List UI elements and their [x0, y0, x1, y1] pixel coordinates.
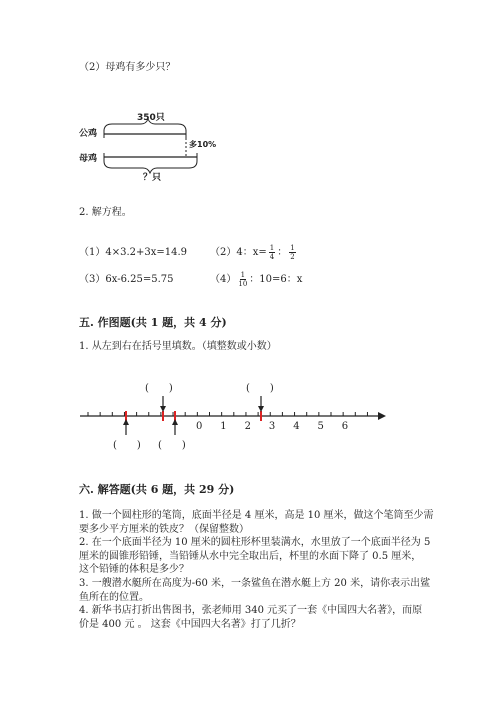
equation-2-fraction-1: $\frac{1}{4}$: [269, 244, 275, 261]
number-line-tick-label: 6: [341, 421, 349, 432]
question-2-text: （2）母鸡有多少只？: [79, 62, 176, 73]
number-line-tick-label: 1: [220, 421, 227, 432]
number-line-tick-label: 0: [196, 421, 203, 432]
hen-label: 母鸡: [79, 154, 98, 164]
section-5-question-1: 1. 从左到右在括号里填数。（填整数或小数）: [79, 341, 277, 352]
equation-1: （1）4×3.2+3x=14.9: [79, 247, 188, 258]
more-percent-label: 多10%: [189, 140, 217, 149]
unknown-label: ？只: [143, 173, 162, 183]
equation-4-suffix: ：10=6：x: [249, 274, 303, 285]
section-6-line: 要多少平方厘米的铁皮？（保留整数）: [79, 523, 249, 535]
section-6-line: 这个铅锤的体积是多少？: [79, 564, 189, 576]
section-6-line: 3. 一艘潜水艇所在高度为-60 米，一条鲨鱼在潜水艇上方 20 米，请你表示出鲨: [79, 578, 431, 589]
section-6-line: 2. 在一个底面半径为 10 厘米的圆柱形杯里装满水，水里放了一个底面半径为 5: [79, 537, 431, 549]
number-line-tick-label: 2: [244, 421, 251, 432]
number-line-tick-label: 4: [293, 421, 300, 432]
number-line-tick-label: 5: [317, 421, 324, 432]
equation-2-prefix: （2）4：x=: [210, 247, 267, 258]
blank-bottom-1[interactable]: ( ): [113, 440, 141, 451]
section-6-line: 1. 做一个圆柱形的笔筒，底面半径是 4 厘米，高是 10 厘米，做这个笔筒至少需: [79, 510, 434, 521]
section-5-heading: 五. 作图题(共 1 题，共 4 分): [79, 316, 227, 329]
number-line-tick-label: 3: [268, 421, 276, 432]
section-6-line: 鱼所在的位置。: [79, 591, 149, 603]
equation-2-fraction-2: $\frac{1}{2}$: [290, 244, 295, 261]
section-6-line: 4. 新华书店打折出售图书，张老师用 340 元买了一套《中国四大名著》，而原: [79, 605, 423, 617]
equation-3: （3）6x-6.25=5.75: [79, 274, 174, 285]
blank-bottom-2[interactable]: ( ): [158, 440, 186, 451]
section-6-heading: 六. 解答题(共 6 题，共 29 分): [79, 483, 235, 496]
equation-2-colon: ：: [277, 247, 288, 258]
equation-4-fraction: $\frac{1}{10}$: [238, 271, 248, 288]
top-value-label: 350只: [137, 113, 165, 123]
equation-4-prefix: （4）: [210, 274, 237, 285]
rooster-label: 公鸡: [79, 129, 98, 139]
section-6-line: 价是 400 元 。 这套《中国四大名著》打了几折？: [79, 618, 301, 630]
section-6-line: 厘米的圆锥形铅锤，当铅锤从水中完全取出后，杯里的水面下降了 0.5 厘米，: [79, 550, 422, 562]
blank-top-1[interactable]: ( ): [145, 383, 173, 394]
equations-title: 2. 解方程。: [79, 207, 132, 218]
blank-top-2[interactable]: ( ): [246, 383, 274, 394]
